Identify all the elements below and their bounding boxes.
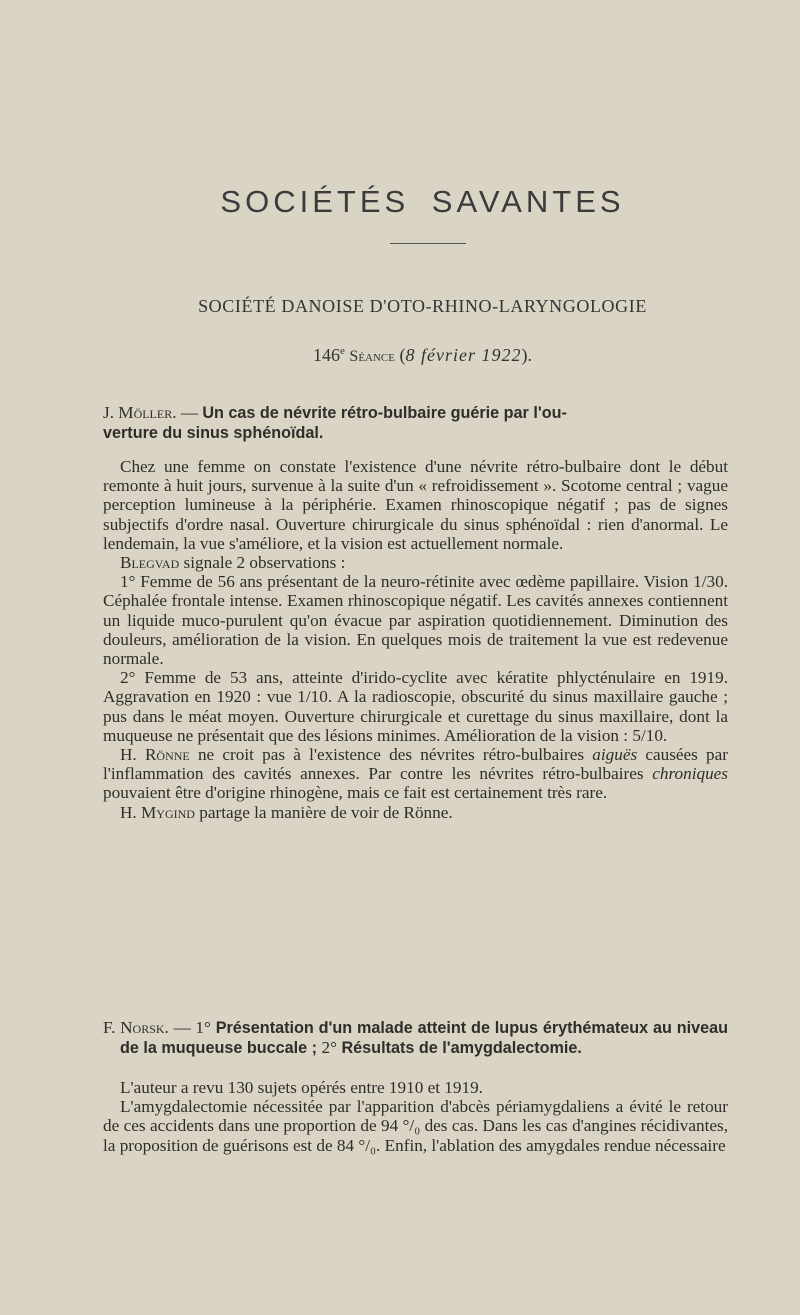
article-2-paragraph-2: L'amygdalectomie nécessitée par l'apparition d'abcès périamygdaliens a évité le retour de ces accidents dans une proportion de 94 °/₀ des cas. Dans les cas d'angines récidivantes, la proposition de guérisons est de 84 °/₀. Enfin, l'ablation des amygdales rendue nécessaire [103, 1097, 728, 1155]
observation-1-text: Femme de 56 ans présentant de la neuro-rétinite avec œdème papillaire. Vision 1/30. Céphalée frontale intense. Examen rhinoscopique négatif. Les cavités annexes contiennent un liquide muco-purulent qu'on évacue par aspiration quotidiennement. Diminution des douleurs, amélioration de la vision. En quelques mois de traitement la vue est redevenue normale. [103, 572, 728, 669]
session-paren-open: ( [394, 345, 406, 365]
ronne-text-b: causées par l'inflammation des cavités annexes. Par contre les névrites rétro-bulbaires [103, 745, 729, 784]
ronne-text-a: ne croit pas à l'existence des névrites rétro-bulbaires [189, 745, 593, 765]
ronne-text-c: pouvaient être d'origine rhinogène, mais ce fait est certainement très rare. [103, 783, 608, 803]
ronne-aigues: aiguës [592, 745, 638, 765]
article-2-heading [103, 1018, 728, 1058]
article-1-paragraph: Chez une femme on constate l'existence d'une névrite rétro-bulbaire dont le début remonte à huit jours, survenue à la suite d'un « refroidissement ». Scotome central ; vague perception lumineuse à la périphérie. Examen rhinoscopique négatif ; pas de signes subjectifs d'ordre nasal. Ouverture chirurgicale du sinus sphénoïdal : rien d'anormal. Le lendemain, la vue s'améliore, et la vision est actuellement normale. [103, 457, 728, 553]
session-number: 146 [313, 345, 341, 365]
mygind-text: partage la manière de voir de Rönne. [194, 802, 453, 822]
observation-2-text: Femme de 53 ans, atteinte d'irido-cyclite avec kératite phlycténulaire en 1919. Aggravation en 1920 : vue 1/10. A la radioscopie, obscurité du sinus maxillaire gauche ; pus dans le méat moyen. Ouverture chirurgicale et curettage du sinus maxillaire, dont la muqueuse ne présentait que des lésions minimes. Amélioration de la vision : 5/10. [103, 668, 728, 745]
article-1-dash: — [176, 403, 203, 422]
article-2-num1: 1° [195, 1018, 211, 1037]
session-label: Séance [349, 348, 395, 365]
observation-1-number: 1° [120, 572, 136, 592]
ronne-initial: H. [120, 745, 145, 765]
article-1-heading [103, 403, 728, 443]
title-divider [390, 243, 466, 244]
blegvad-paragraph [103, 553, 728, 572]
blegvad-name: Blegvad [120, 553, 180, 573]
article-2-num2: 2° [321, 1038, 337, 1058]
article-2-dash: — [168, 1018, 196, 1037]
session-paren-close: ). [521, 345, 532, 365]
observation-2-number: 2° [120, 668, 136, 688]
section-title: SOCIÉTÉS SAVANTES [220, 184, 625, 219]
article-2-author: F. Norsk. [103, 1018, 169, 1037]
observation-2 [103, 668, 728, 745]
session-date: 8 février 1922 [405, 345, 522, 365]
article-2-title-b: Résultats de l'amygdalectomie. [336, 1039, 582, 1058]
society-name: SOCIÉTÉ DANOISE D'OTO-RHINO-LARYNGOLOGIE [198, 296, 647, 316]
blegvad-text: signale 2 observations : [179, 553, 346, 573]
article-2-body [103, 1078, 728, 1155]
article-1-title-line1: Un cas de névrite rétro-bulbaire guérie par l'ou- [202, 404, 567, 422]
mygind-name: Mygind [141, 802, 195, 822]
article-1-author: J. Möller. [103, 403, 177, 422]
article-2-title-a: Présentation d'un malade atteint de lupus érythémateux au niveau de la muqueuse buccale ; [120, 1019, 728, 1058]
article-2-paragraph-1: L'auteur a revu 130 sujets opérés entre 1910 et 1919. [120, 1078, 483, 1097]
ronne-paragraph [103, 745, 728, 803]
mygind-paragraph [103, 803, 728, 822]
session-line [0, 345, 800, 366]
session-ordinal: e [340, 345, 345, 357]
mygind-initial: H. [120, 802, 142, 822]
article-1-title-line2: verture du sinus sphénoïdal. [103, 424, 324, 443]
observation-1 [103, 572, 728, 668]
article-1-body [103, 457, 728, 822]
ronne-name: Rönne [144, 745, 190, 765]
ronne-chroniques: chroniques [652, 764, 728, 784]
